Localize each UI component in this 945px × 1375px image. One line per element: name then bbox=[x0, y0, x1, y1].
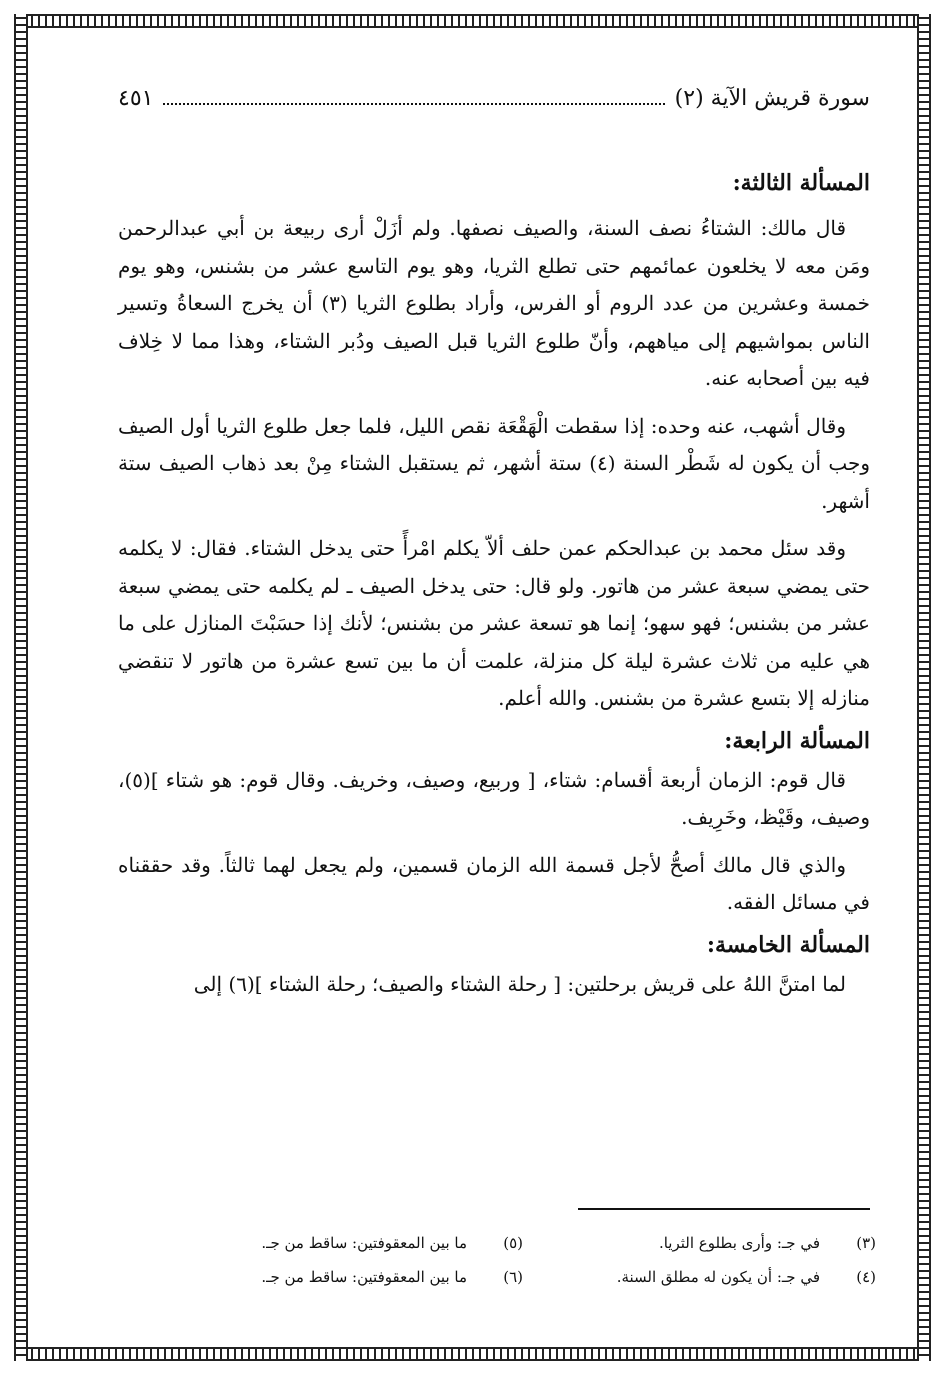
section-title-5: المسألة الخامسة: bbox=[706, 931, 870, 958]
paragraph: لما امتنَّ اللهُ على قريش برحلتين: [ رحلة الشتاء والصيف؛ رحلة الشتاء ](٦) إلى bbox=[193, 971, 846, 996]
header-title: سورة قريش الآية (٢) bbox=[674, 86, 870, 111]
footnote-text: ما بين المعقوفتين: ساقط من جـ. bbox=[261, 1268, 467, 1286]
footnote-text: في جـ: وأرى بطلوع الثريا. bbox=[658, 1234, 820, 1252]
border-left-ornament bbox=[14, 14, 28, 1361]
footnote-row bbox=[170, 1226, 876, 1260]
section-title-4: المسألة الرابعة: bbox=[724, 727, 870, 754]
paragraph: قال مالك: الشتاءُ نصف السنة، والصيف نصفها. ولم أزَلْ أرى ربيعة بن أبي عبدالرحمن ومَن معه لا يخلعون عمائمهم حتى تطلع الثريا، وهو يوم التاسع عشر من بشنس، وهو يوم خمسة وعشرين من عدد الروم أو الفرس، وأراد بطلوع الثريا (٣) أن يخرج السعاةُ وتسير الناس بمواشيهم إلى مياههم، وأنّ طلوع الثريا قبل الصيف ودُبر الشتاء، وهذا مما لا خِلاف فيه بين أصحابه عنه. bbox=[118, 216, 871, 390]
page-number: ٤٥١ bbox=[118, 86, 154, 111]
running-header bbox=[118, 86, 870, 126]
footnote-text: في جـ: أن يكون له مطلق السنة. bbox=[616, 1268, 820, 1286]
footnote-row bbox=[170, 1260, 876, 1294]
paragraph: وقال أشهب، عنه وحده: إذا سقطت الْهَقْعَة نقص الليل، فلما جعل طلوع الثريا أول الصيف وجب أن يكون له شَطْر السنة (٤) ستة أشهر، ثم يستقبل الشتاء مِنْ بعد ذهاب الصيف ستة أشهر. bbox=[118, 413, 870, 513]
border-bottom-ornament bbox=[14, 1347, 931, 1361]
border-top-ornament bbox=[14, 14, 931, 28]
border-right-ornament bbox=[917, 14, 931, 1361]
footnote-text: ما بين المعقوفتين: ساقط من جـ. bbox=[261, 1234, 467, 1252]
header-dot-leader bbox=[163, 103, 664, 105]
footnote-5 bbox=[170, 1226, 523, 1260]
footnote-separator bbox=[578, 1208, 870, 1210]
footnote-number: (٦) bbox=[503, 1268, 523, 1286]
page-body bbox=[118, 86, 870, 1013]
footnotes bbox=[170, 1226, 876, 1294]
footnote-4 bbox=[523, 1260, 876, 1294]
footnote-number: (٤) bbox=[856, 1268, 876, 1286]
paragraph: وقد سئل محمد بن عبدالحكم عمن حلف ألاّ يكلم امْرأً حتى يدخل الشتاء. فقال: لا يكلمه حتى يمضي سبعة عشر من هاتور. ولو قال: حتى يدخل الصيف ـ لم يكلمه حتى يمضي سبعة عشر من بشنس؛ فهو سهو؛ إنما هو تسعة عشر من بشنس؛ لأنك إذا حسَبْتَ المنازل على ما هي عليه من ثلاث عشرة ليلة كل منزلة، علمت أن ما بين تسع عشرة من هاتور لا تنقضي منازله إلا بتسع عشرة من بشنس. والله أعلم. bbox=[118, 536, 870, 710]
footnote-3 bbox=[523, 1226, 876, 1260]
footnote-6 bbox=[170, 1260, 523, 1294]
paragraph: والذي قال مالك أصحُّ لأجل قسمة الله الزمان قسمين، ولم يجعل لهما ثالثاً. وقد حققناه في مسائل الفقه. bbox=[118, 852, 870, 914]
footnote-number: (٥) bbox=[503, 1234, 523, 1252]
section-title-3: المسألة الثالثة: bbox=[732, 170, 870, 196]
footnote-number: (٣) bbox=[856, 1234, 876, 1252]
paragraph: قال قوم: الزمان أربعة أقسام: شتاء، [ وربيع، وصيف، وخريف. وقال قوم: هو شتاء ](٥)، وصيف، وقَيْظ، وخَرِيف. bbox=[118, 767, 870, 829]
